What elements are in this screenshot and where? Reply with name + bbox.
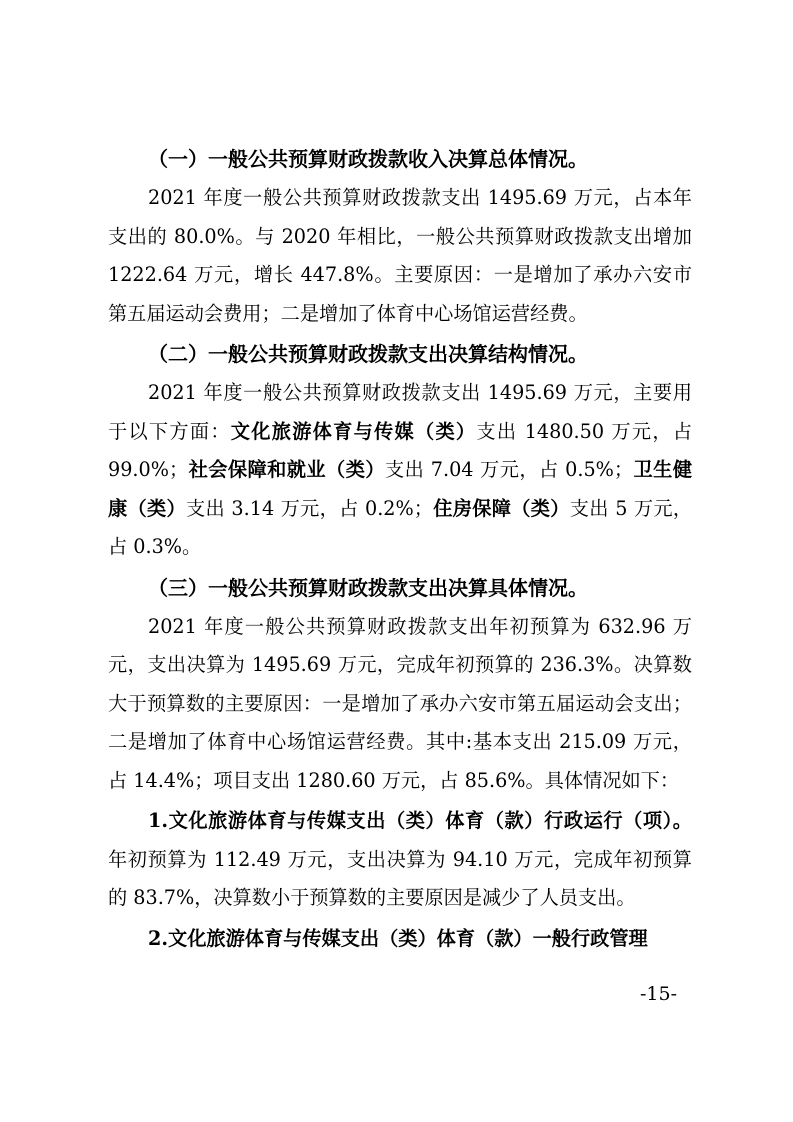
paragraph-text: 支出 1480.50 万元，占 99.0%；: [108, 419, 693, 481]
category-social-security: 社会保障和就业（类）: [188, 458, 385, 481]
document-page: [108, 140, 692, 958]
paragraph-text: 支出 7.04 万元，占 0.5%；: [384, 458, 634, 481]
section-heading-3: （三）一般公共预算财政拨款支出决算具体情况。: [148, 575, 588, 600]
paragraph-text: 支出 5 万元，占 0.3%。: [108, 496, 693, 558]
paragraph-text: 2021 年度一般公共预算财政拨款支出 1495.69 万元，主要用于以下方面：: [108, 381, 692, 443]
section-paragraph-3: 2021 年度一般公共预算财政拨款支出年初预算为 632.96 万元，支出决算为 1495.69 万元，完成年初预算的 236.3%。决算数大于预算数的主要原因：一是增加了承办六安市第五届运动会支出；二是增加了体育中心场馆运营经费。其中:基本支出 215.09 万元，占 14.4%；项目支出 1280.60 万元，占 85.6%。具体情况如下：: [108, 614, 692, 792]
item-1-title: 1.文化旅游体育与传媒支出（类）体育（款）行政运行（项）。: [148, 809, 692, 832]
section-paragraph-2: [108, 374, 692, 567]
paragraph-text: 支出 3.14 万元，占 0.2%；: [186, 496, 433, 520]
section-paragraph-1: 2021 年度一般公共预算财政拨款支出 1495.69 万元，占本年支出的 80.0%。与 2020 年相比，一般公共预算财政拨款支出增加 1222.64 万元，增长 447.8%。主要原因：一是增加了承办六安市第五届运动会费用；二是增加了体育中心场馆运营经费。: [108, 186, 692, 325]
section-heading-2: （二）一般公共预算财政拨款支出决算结构情况。: [148, 342, 588, 366]
page-number: -15-: [640, 983, 678, 1005]
item-1: [108, 802, 692, 918]
category-culture-tourism-sports: 文化旅游体育与传媒（类）: [230, 419, 477, 443]
item-2-title: 2.文化旅游体育与传媒支出（类）体育（款）一般行政管理: [148, 926, 648, 950]
item-2: [108, 920, 692, 959]
section-heading-1: （一）一般公共预算财政拨款收入决算总体情况。: [148, 147, 588, 171]
item-1-text: 年初预算为 112.49 万元，支出决算为 94.10 万元，完成年初预算的 83.7%，决算数小于预算数的主要原因是减少了人员支出。: [108, 847, 692, 909]
category-health: 卫生健康（类）: [108, 458, 693, 520]
category-housing: 住房保障（类）: [432, 496, 570, 520]
